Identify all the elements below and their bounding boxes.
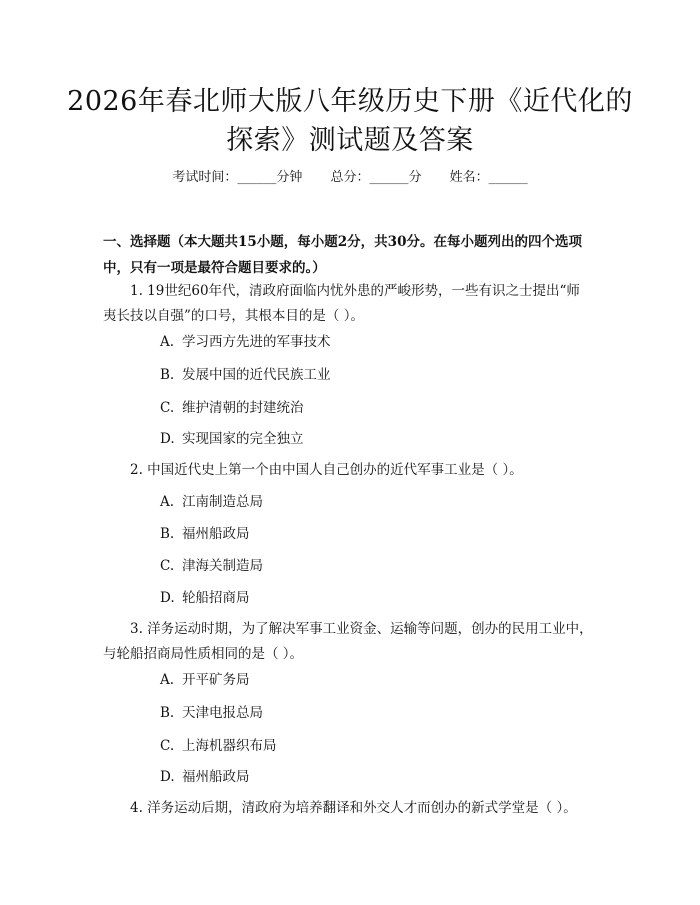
question-1-option-b — [160, 365, 331, 385]
option-text: 发展中国的近代民族工业 — [182, 367, 331, 383]
document-title: 2026年春北师大版八年级历史下册《近代化的探索》测试题及答案 — [67, 86, 633, 156]
option-text: 福州船政局 — [182, 526, 250, 542]
option-letter: D. — [160, 769, 175, 785]
question-1-option-c — [160, 398, 304, 418]
option-letter: B. — [160, 705, 175, 721]
total-score-field: 总分：______分 — [330, 170, 422, 185]
option-text: 开平矿务局 — [182, 672, 250, 688]
section-heading: 一、选择题（本大题共15小题，每小题2分，共30分。在每小题列出的四个选项中，只有一项是最符合题目要求的。） — [103, 234, 582, 276]
option-text: 江南制造总局 — [182, 494, 263, 510]
option-text: 上海机器织布局 — [182, 738, 277, 754]
question-3-option-d — [160, 767, 250, 787]
option-text: 维护清朝的封建统治 — [182, 400, 304, 416]
option-letter: A. — [160, 334, 175, 350]
question-3-stem: 3. 洋务运动时期，为了解决军事工业资金、运输等问题，创办的民用工业中，与轮船招商局性质相同的是（ ）。 — [103, 621, 593, 662]
question-3-option-a — [160, 670, 250, 690]
option-letter: C. — [160, 738, 175, 754]
question-1-option-d — [160, 429, 304, 449]
option-text: 津海关制造局 — [182, 558, 263, 574]
option-text: 天津电报总局 — [182, 705, 263, 721]
question-2-option-d — [160, 588, 250, 608]
option-letter: C. — [160, 400, 175, 416]
option-text: 实现国家的完全独立 — [182, 431, 304, 447]
option-letter: A. — [160, 672, 175, 688]
question-2-stem: 2. 中国近代史上第一个由中国人自己创办的近代军事工业是（ ）。 — [130, 462, 523, 478]
question-2-option-c — [160, 556, 263, 576]
option-text: 福州船政局 — [182, 769, 250, 785]
option-text: 学习西方先进的军事技术 — [182, 334, 331, 350]
option-letter: B. — [160, 367, 175, 383]
option-letter: D. — [160, 431, 175, 447]
question-2-option-b — [160, 524, 250, 544]
question-1-option-a — [160, 332, 331, 352]
student-name-field: 姓名：______ — [449, 170, 528, 185]
question-2-option-a — [160, 492, 263, 512]
question-1-stem: 1. 19世纪60年代，清政府面临内忧外患的严峻形势，一些有识之士提出“师夷长技以自强”的口号，其根本目的是（ ）。 — [103, 283, 580, 324]
option-text: 轮船招商局 — [182, 590, 250, 606]
question-3-option-c — [160, 736, 277, 756]
option-letter: C. — [160, 558, 175, 574]
option-letter: B. — [160, 526, 175, 542]
option-letter: A. — [160, 494, 175, 510]
exam-info-line — [0, 168, 700, 188]
option-letter: D. — [160, 590, 175, 606]
exam-time-field: 考试时间：______分钟 — [172, 170, 303, 185]
question-4-stem: 4. 洋务运动后期，清政府为培养翻译和外交人才而创办的新式学堂是（ ）。 — [130, 800, 577, 816]
question-3-option-b — [160, 703, 263, 723]
